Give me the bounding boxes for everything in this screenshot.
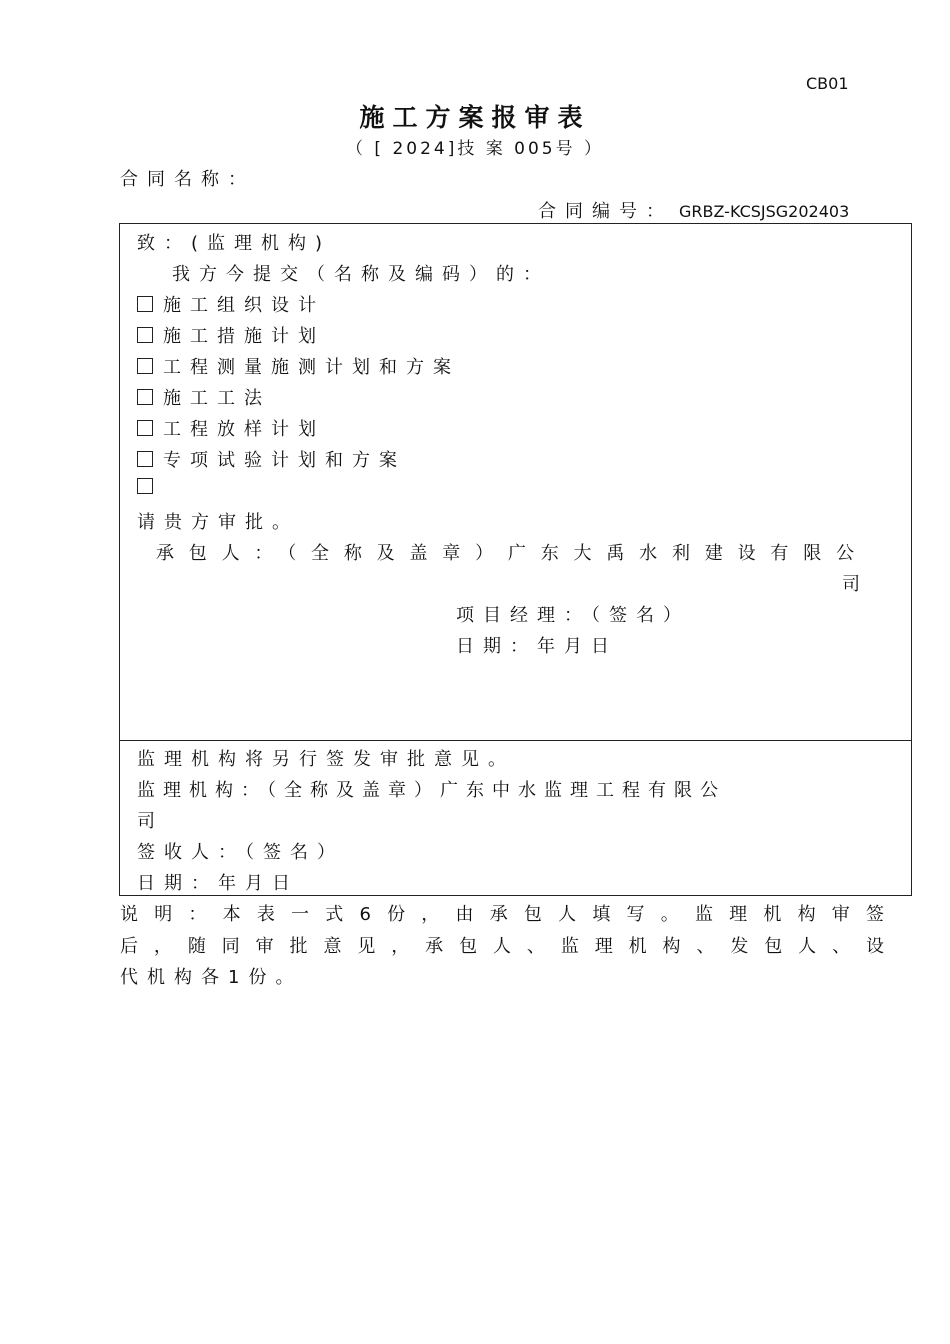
contract-number [538, 197, 849, 223]
project-manager-line: 项目经理：（签名） [456, 605, 690, 626]
submission-section [119, 223, 912, 741]
contract-name-label: 合同名称： [120, 169, 255, 190]
contract-number-label: 合同编号： [538, 201, 673, 222]
supervisor-section [119, 740, 912, 896]
checkbox[interactable] [137, 389, 153, 405]
addressee-line: 致：(监理机构) [137, 233, 332, 254]
form-code: CB01 [806, 74, 849, 93]
option-test-plan[interactable] [137, 446, 406, 472]
option-construction-measures[interactable] [137, 322, 325, 348]
supervisor-org-name: 广东中水监理工程有限公 [440, 780, 726, 801]
contractor-name: 广东大禹水利建设有限公 [507, 543, 863, 564]
option-label: 施工组织设计 [163, 295, 325, 316]
request-approval: 请贵方审批。 [137, 512, 299, 533]
footer-note-line-3: 代机构各1份。 [120, 967, 303, 988]
option-construction-method[interactable] [137, 384, 271, 410]
footer-note-line-2: 后，随同审批意见，承包人、监理机构、发包人、设 [120, 936, 884, 957]
contract-number-value: GRBZ-KCSJSG202403 [679, 202, 850, 221]
checkbox[interactable] [137, 478, 153, 494]
checkbox[interactable] [137, 358, 153, 374]
submission-date-line: 日期：年月日 [456, 636, 618, 657]
footer-note-line-1: 说明：本表一式6份，由承包人填写。监理机构审签 [120, 904, 884, 925]
supervisor-notice: 监理机构将另行签发审批意见。 [137, 749, 515, 770]
contractor-line [156, 539, 862, 565]
option-layout-plan[interactable] [137, 415, 325, 441]
receiver-line: 签收人：（签名） [137, 842, 344, 863]
contractor-name-tail: 司 [842, 574, 869, 595]
checkbox[interactable] [137, 451, 153, 467]
option-label: 工程放样计划 [163, 419, 325, 440]
supervisor-org-name-tail: 司 [137, 811, 164, 832]
option-other[interactable] [137, 477, 163, 498]
submission-intro: 我方今提交（名称及编码）的： [172, 264, 550, 285]
option-label: 专项试验计划和方案 [163, 450, 406, 471]
option-construction-org-design[interactable] [137, 291, 325, 317]
document-number: （ [ 2024]技 案 005号 ） [346, 139, 604, 159]
supervisor-org-label: 监理机构：（全称及盖章） [137, 780, 440, 801]
checkbox[interactable] [137, 327, 153, 343]
checkbox[interactable] [137, 296, 153, 312]
checkbox[interactable] [137, 420, 153, 436]
supervisor-org-line [137, 776, 726, 802]
page-title: 施工方案报审表 [359, 103, 591, 132]
contractor-label: 承包人：（全称及盖章） [156, 543, 508, 564]
option-label: 施工措施计划 [163, 326, 325, 347]
option-label: 施工工法 [163, 388, 271, 409]
option-label: 工程测量施测计划和方案 [163, 357, 460, 378]
supervisor-date-line: 日期：年月日 [137, 873, 299, 894]
option-survey-plan[interactable] [137, 353, 460, 379]
